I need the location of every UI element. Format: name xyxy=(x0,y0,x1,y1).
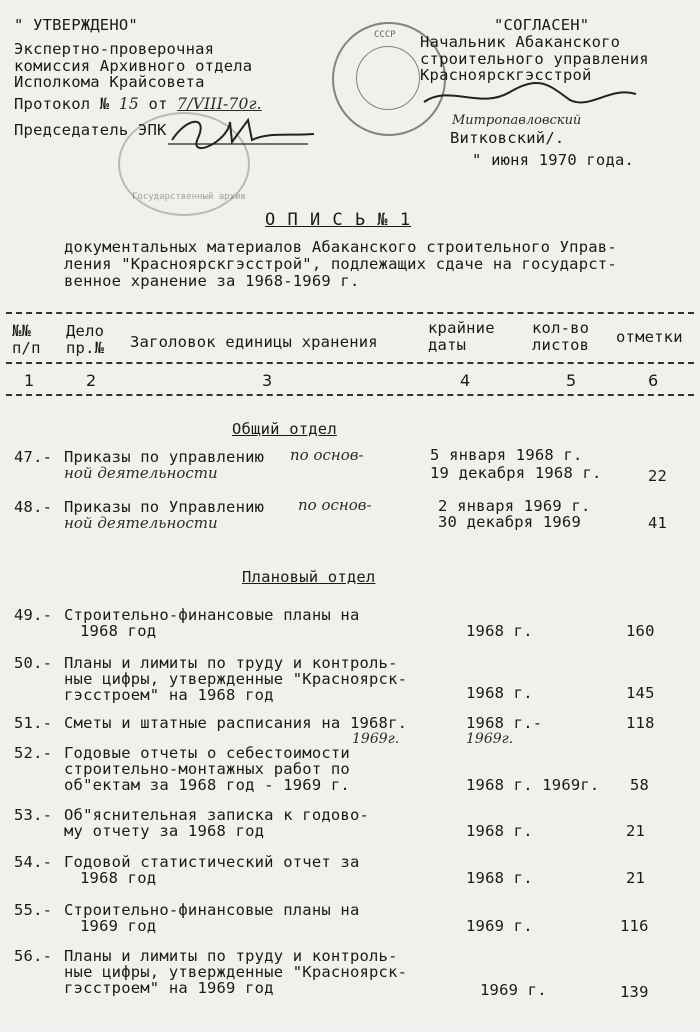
row-title-line: Планы и лимиты по труду и контроль- xyxy=(64,654,398,672)
row-title-line: об"ектам за 1968 год - 1969 г. xyxy=(64,776,350,794)
row-number: 53.- xyxy=(14,806,53,824)
head-line-2: строительного управления xyxy=(420,50,649,68)
row-title-line: Годовой статистический отчет за xyxy=(64,853,360,871)
row-date-end: 19 декабря 1968 г. xyxy=(430,464,602,482)
row-date: 1969 г. xyxy=(466,917,533,935)
row-title-line: ные цифры, утвержденные "Красноярск- xyxy=(64,963,408,981)
row-number: 48.- xyxy=(14,498,53,516)
row-sheets: 41 xyxy=(648,514,668,532)
header-col-notes: отметки xyxy=(616,328,683,346)
protocol-from: от xyxy=(148,95,168,113)
header-col-dates: крайние даты xyxy=(428,319,495,354)
row-title-line: Сметы и штатные расписания на 1968г. xyxy=(64,714,408,732)
row-title-line: 1968 год xyxy=(80,869,157,887)
row-title-line: Годовые отчеты о себестоимости xyxy=(64,744,350,762)
section-planning: Плановый отдел xyxy=(242,568,376,586)
protocol-row xyxy=(14,95,262,113)
section-general: Общий отдел xyxy=(232,420,337,438)
agreed-label: "СОГЛАСЕН" xyxy=(494,16,590,34)
header-col-title: Заголовок единицы хранения xyxy=(130,333,378,351)
row-date: 1968 г. xyxy=(466,684,533,702)
row-date: 1968 г. xyxy=(466,869,533,887)
row-title-line: строительно-монтажных работ по xyxy=(64,760,350,778)
header-col-case: Дело пр.№ xyxy=(66,322,105,357)
row-sheets: 116 xyxy=(620,917,649,935)
archive-seal-text: Государственный архив xyxy=(132,192,246,202)
table-top-rule xyxy=(6,312,694,314)
commission-line-2: комиссия Архивного отдела xyxy=(14,57,253,75)
row-title-handwritten-line: ной деятельности xyxy=(64,464,218,482)
round-seal-text: СССР xyxy=(374,30,396,40)
row-title-line: Приказы по Управлению xyxy=(64,498,265,516)
row-number: 50.- xyxy=(14,654,53,672)
row-date-end: 30 декабря 1969 xyxy=(438,513,581,531)
row-title-handwritten: по основ- xyxy=(290,446,364,464)
row-number: 47.- xyxy=(14,448,53,466)
row-sheets: 118 xyxy=(626,714,655,732)
row-title-line: 1969 год xyxy=(80,917,157,935)
header-col-no: №№ п/п xyxy=(12,322,41,357)
protocol-number: 15 xyxy=(118,95,139,113)
row-title-line: Планы и лимиты по труду и контроль- xyxy=(64,947,398,965)
row-number: 56.- xyxy=(14,947,53,965)
row-date: 1968 г. xyxy=(466,822,533,840)
col-number-5: 5 xyxy=(566,371,577,390)
row-title-line: гэсстроем" на 1968 год xyxy=(64,686,274,704)
row-sheets: 21 xyxy=(626,822,646,840)
document-title: О П И С Ь № 1 xyxy=(265,210,412,230)
header-rule-2 xyxy=(6,394,694,396)
row-date-start: 2 января 1969 г. xyxy=(438,497,591,515)
row-number: 52.- xyxy=(14,744,53,762)
chair-signature xyxy=(168,112,318,152)
head-line-3: Красноярскгэсстрой xyxy=(420,66,592,84)
row-date: 1969 г. xyxy=(480,981,547,999)
row-title-handwritten-line: ной деятельности xyxy=(64,514,218,532)
subtitle-line-1: документальных материалов Абаканского строительного Управ- xyxy=(64,238,617,256)
commission-line-3: Исполкома Крайсовета xyxy=(14,73,205,91)
row-number: 49.- xyxy=(14,606,53,624)
row-number: 54.- xyxy=(14,853,53,871)
row-date: 1968 г. 1969г. xyxy=(466,776,600,794)
row-sheets: 139 xyxy=(620,983,649,1001)
head-name-handwritten: Митропавловский xyxy=(452,113,582,128)
row-title-line: Об"яснительная записка к годово- xyxy=(64,806,370,824)
row-title-handwritten: 1969г. xyxy=(352,731,400,747)
head-line-1: Начальник Абаканского xyxy=(420,33,621,51)
head-signature xyxy=(420,80,640,116)
row-date-handwritten: 1969г. xyxy=(466,731,514,747)
row-sheets: 160 xyxy=(626,622,655,640)
row-number: 51.- xyxy=(14,714,53,732)
approval-date: " июня 1970 года. xyxy=(472,151,635,169)
subtitle-line-3: венное хранение за 1968-1969 г. xyxy=(64,272,360,290)
col-number-4: 4 xyxy=(460,371,471,390)
chair-label: Председатель ЭПК xyxy=(14,121,167,139)
row-date: 1968 г.- xyxy=(466,714,543,732)
subtitle-line-2: ления "Красноярскгэсстрой", подлежащих сдаче на государст- xyxy=(64,255,617,273)
row-title-line: 1968 год xyxy=(80,622,157,640)
row-sheets: 22 xyxy=(648,467,668,485)
approved-label: " УТВЕРЖДЕНО" xyxy=(14,16,138,34)
col-number-1: 1 xyxy=(24,371,35,390)
row-number: 55.- xyxy=(14,901,53,919)
row-title-line: гэсстроем" на 1969 год xyxy=(64,979,274,997)
head-name-typed: Витковский/. xyxy=(450,129,565,147)
row-sheets: 58 xyxy=(630,776,650,794)
row-title-line: ные цифры, утвержденные "Красноярск- xyxy=(64,670,408,688)
commission-line-1: Экспертно-проверочная xyxy=(14,40,215,58)
header-rule-1 xyxy=(6,362,694,364)
protocol-label: Протокол № xyxy=(14,95,110,113)
row-title-line: Приказы по управлению xyxy=(64,448,265,466)
col-number-6: 6 xyxy=(648,371,659,390)
row-sheets: 21 xyxy=(626,869,646,887)
row-title-line: му отчету за 1968 год xyxy=(64,822,265,840)
row-date: 1968 г. xyxy=(466,622,533,640)
row-title-handwritten: по основ- xyxy=(298,496,372,514)
row-title-line: Строительно-финансовые планы на xyxy=(64,606,360,624)
col-number-2: 2 xyxy=(86,371,97,390)
row-sheets: 145 xyxy=(626,684,655,702)
protocol-date: 7/VIII-70г. xyxy=(177,95,262,113)
header-col-sheets: кол-во листов xyxy=(532,319,590,354)
col-number-3: 3 xyxy=(262,371,273,390)
row-title-line: Строительно-финансовые планы на xyxy=(64,901,360,919)
row-date-start: 5 января 1968 г. xyxy=(430,446,583,464)
